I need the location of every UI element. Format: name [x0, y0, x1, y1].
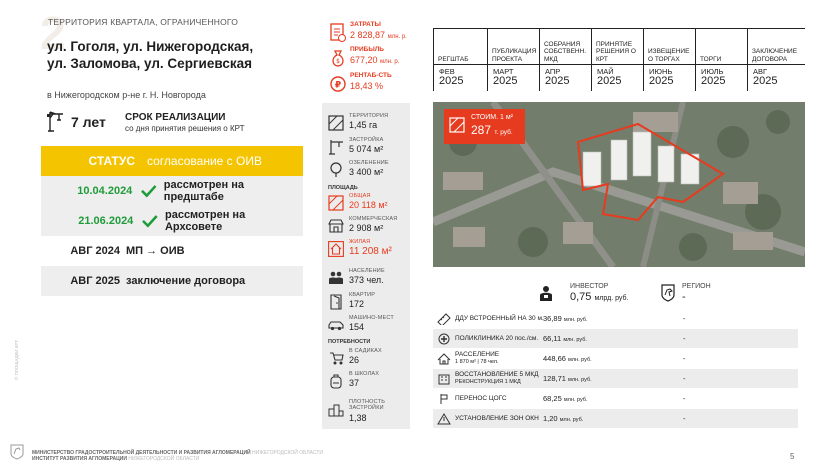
ruble-coin-icon [330, 74, 346, 94]
check-icon [140, 184, 157, 198]
region-emblem-icon [661, 284, 675, 302]
timeline-step: СОБРАНИЯ СОБСТВЕНН. МКД АПР 2025 [539, 29, 591, 91]
vertical-caption: © ПЛОЩАДКИ КРТ [14, 340, 19, 380]
density-icon [328, 401, 344, 417]
investor-value: 0,75 млрд. руб. [570, 291, 629, 303]
crane-small-icon [328, 139, 344, 155]
status-date: 10.04.2024 [77, 185, 133, 197]
investor-icon [538, 285, 554, 301]
status-label: СТАТУС [88, 154, 135, 168]
profitability-value: 18,43 % [350, 81, 384, 91]
move-icon [437, 393, 451, 405]
relocation-icon [437, 353, 451, 365]
tree-icon [328, 162, 344, 178]
total-area-icon [328, 195, 344, 211]
timeline-step: ПУБЛИКАЦИЯ ПРОЕКТА МАРТ 2025 [487, 29, 539, 91]
region-value: - [682, 291, 686, 303]
footer-institute: ИНСТИТУТ РАЗВИТИЯ АГЛОМЕРАЦИИ НИЖЕГОРОДСКОЙ ОБЛАСТИ [32, 456, 200, 462]
clinic-icon [437, 333, 451, 345]
timeline [433, 28, 805, 90]
needs-section-label: ПОТРЕБНОСТИ [328, 339, 371, 345]
page-subtitle: в Нижегородском р-не г. Н. Новгорода [47, 90, 206, 100]
term-subtitle: со дня принятия решения о КРТ [125, 124, 245, 133]
backpack-icon [328, 373, 344, 389]
term-title: СРОК РЕАЛИЗАЦИИ [125, 112, 226, 123]
status-text: рассмотрен на предштабе [163, 179, 244, 203]
title-line-1: ул. Гоголя, ул. Нижегородская, [47, 39, 254, 54]
stroller-icon [328, 350, 344, 366]
timeline-step: ПРИНЯТИЕ РЕШЕНИЯ О КРТ МАЙ 2025 [591, 29, 643, 91]
document-money-icon [330, 23, 346, 43]
price-label: СТОИМ. 1 м² [471, 114, 513, 121]
status-row [41, 236, 303, 266]
costs-value: 2 828,87 млн. р. [350, 30, 407, 40]
page-title [47, 38, 277, 72]
money-bag-icon [330, 48, 346, 68]
status-value: согласование с ОИВ [147, 154, 262, 168]
house-icon [328, 241, 344, 257]
footer-ministry: МИНИСТЕРСТВО ГРАДОСТРОИТЕЛЬНОЙ ДЕЯТЕЛЬНОСТИ И РАЗВИТИЯ АГЛОМЕРАЦИЙ НИЖЕГОРОДСКОЙ ОБЛАСТИ [32, 450, 324, 456]
people-icon [328, 270, 344, 286]
price-per-m2-badge [444, 109, 525, 144]
title-line-2: ул. Заломова, ул. Сергиевская [47, 56, 252, 71]
status-date: 21.06.2024 [78, 215, 134, 227]
territory-label: ТЕРРИТОРИЯ КВАРТАЛА, ОГРАНИЧЕННОГО [48, 17, 239, 27]
profit-value: 677,20 млн. р. [350, 55, 400, 65]
finance-profitability [322, 72, 417, 106]
svg-text:₽: ₽ [334, 80, 342, 91]
price-value: 287 т. руб. [471, 123, 513, 137]
ministry-emblem-icon [10, 444, 24, 460]
status-date: АВГ 2024 [70, 245, 120, 257]
table-row: ВОССТАНОВЛЕНИЕ 5 МКД РЕКОНСТРУКЦИЯ 1 МКД 128,71 млн. руб. - [433, 369, 798, 388]
profit-label: ПРИБЫЛЬ [350, 46, 384, 53]
investor-label: ИНВЕСТОР [570, 283, 609, 290]
status-date: АВГ 2025 [70, 275, 120, 287]
area-section-label: ПЛОЩАДЬ [328, 185, 358, 191]
term-years: 7 лет [71, 114, 106, 130]
car-icon [328, 317, 344, 333]
area-icon [449, 117, 465, 133]
shop-icon [328, 218, 344, 234]
status-row [41, 206, 303, 236]
timeline-step: ТОРГИ ИЮЛЬ 2025 [695, 29, 747, 91]
timeline-step: ИЗВЕЩЕНИЕ О ТОРГАХ ИЮНЬ 2025 [643, 29, 695, 91]
check-icon [141, 214, 159, 228]
status-row [41, 266, 303, 296]
status-row [41, 146, 303, 176]
status-text: рассмотрен на Архсовете [164, 209, 246, 233]
crane-icon [46, 110, 64, 132]
metrics-panel: ТЕРРИТОРИЯ 1,45 га ЗАСТРОЙКА 5 074 м² ОЗЕЛЕНЕНИЕ 3 400 м² ПЛОЩАДЬ ОБЩАЯ 20 118 м² КОММЕРЧЕСКАЯ 2 908 м² ЖИЛАЯ 11 208 м² НАСЕЛЕНИЕ 373 чел. КВАРТИР 172 МАШИНО-МЕСТ 154 ПОТРЕБНОСТИ В САДИКАХ 26 В ШКОЛАХ 37 ПЛОТНОСТЬ ЗАСТРОЙКИ 1,38 [322, 103, 410, 429]
ruler-icon [437, 313, 451, 325]
timeline-step: РЕГШТАБ ФЕВ 2025 [433, 29, 487, 91]
area-icon [328, 115, 344, 131]
table-row: ПЕРЕНОС ЦОГС 68,25 млн. руб. - [433, 389, 798, 408]
table-row: УСТАНОВЛЕНИЕ ЗОН ОКН 1,20 млн. руб. - [433, 409, 798, 428]
region-label: РЕГИОН [682, 283, 711, 290]
restore-icon [437, 373, 451, 385]
door-icon [328, 294, 344, 310]
page-number: 5 [790, 452, 795, 461]
profitability-label: РЕНТАБ-СТЬ [350, 72, 392, 79]
section-number: 2 [40, 7, 66, 59]
zone-icon [437, 413, 451, 425]
table-row: ДДУ ВСТРОЕННЫЙ НА 30 м. 36,89 млн. руб. - [433, 309, 798, 328]
table-row: РАССЕЛЕНИЕ 1 870 м² | 78 чел. 448,66 млн. руб. - [433, 349, 798, 368]
status-text: заключение договора [126, 275, 246, 287]
timeline-step: ЗАКЛЮЧЕНИЕ ДОГОВОРА АВГ 2025 [747, 29, 805, 91]
costs-label: ЗАТРАТЫ [350, 21, 381, 28]
status-text: МП → ОИВ [126, 245, 185, 257]
table-row: ПОЛИКЛИНИКА 20 пос./см. 66,11 млн. руб. - [433, 329, 798, 348]
status-row [41, 176, 303, 206]
svg-text:$: $ [336, 58, 340, 65]
